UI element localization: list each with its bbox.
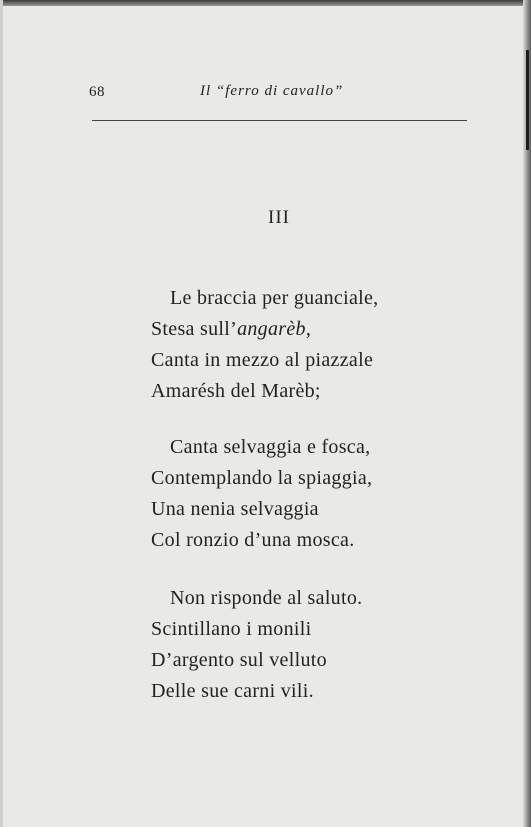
poem-line: Delle sue carni vili. [151,680,314,702]
scan-top-edge [0,0,531,6]
poem-line: Amarésh del Marèb; [151,380,321,402]
scan-left-edge [0,0,3,827]
poem-line: Canta selvaggia e fosca, [170,436,371,458]
scan-right-shadow [526,50,529,150]
running-head: Il “ferro di cavallo” [200,83,344,99]
poem-line: Contemplando la spiaggia, [151,467,373,489]
page-number: 68 [89,84,105,100]
poem-line: Scintillano i monili [151,618,312,640]
poem-line: Stesa sull’angarèb, [151,318,312,340]
poem-line: D’argento sul velluto [151,649,327,671]
italic-word: angarèb [237,318,306,340]
poem-line: Le braccia per guanciale, [170,287,379,309]
section-number: III [268,207,290,228]
poem-line: Canta in mezzo al piazzale [151,349,374,371]
header-rule [92,120,467,121]
poem-line: Col ronzio d’una mosca. [151,529,355,551]
poem-line: Non risponde al saluto. [170,587,363,609]
poem-line: Una nenia selvaggia [151,498,319,520]
